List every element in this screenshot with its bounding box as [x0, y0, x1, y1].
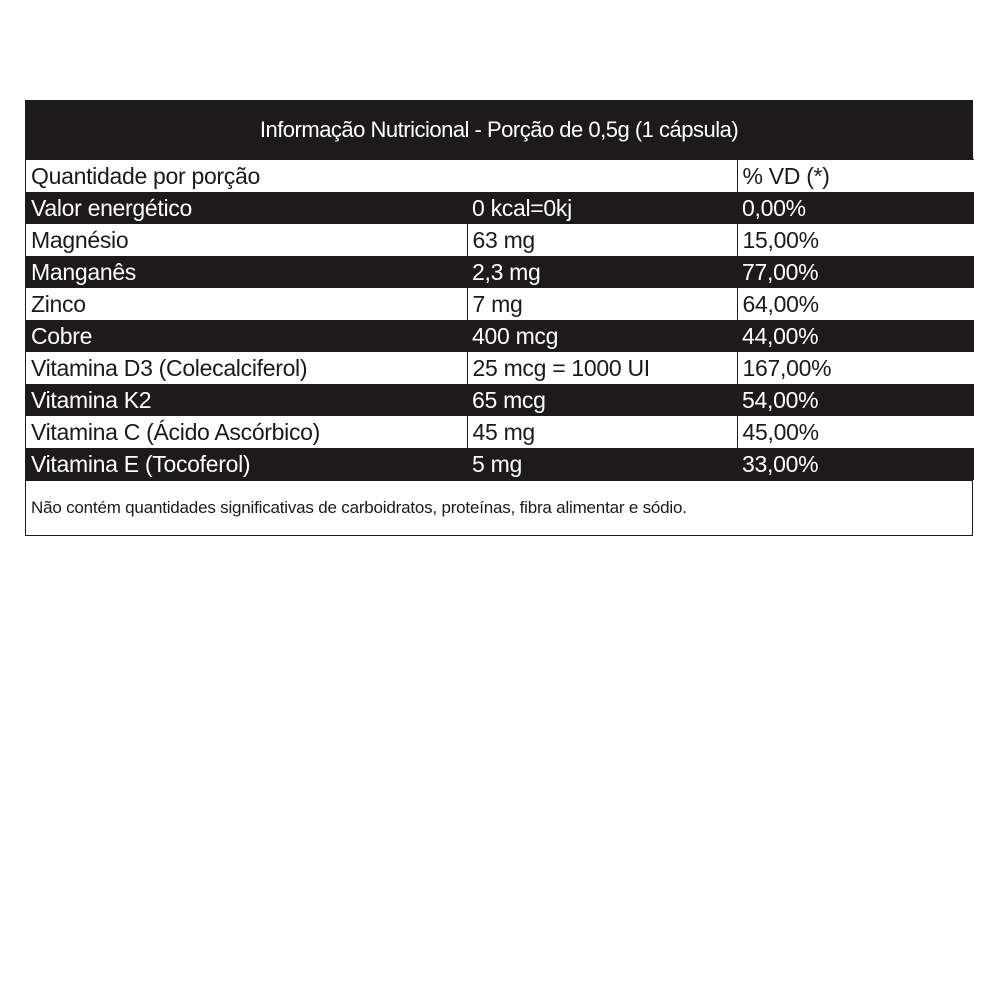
nutrient-amount: 400 mcg: [467, 320, 737, 352]
nutrient-name: Manganês: [26, 256, 467, 288]
table-row: [26, 224, 974, 256]
nutrient-name: Vitamina D3 (Colecalciferol): [26, 352, 467, 384]
nutrient-name: Vitamina K2: [26, 384, 467, 416]
footnote: Não contém quantidades significativas de carboidratos, proteínas, fibra alimentar e sódio.: [26, 480, 972, 535]
panel-title: Informação Nutricional - Porção de 0,5g (1 cápsula): [26, 101, 972, 159]
nutrient-amount: 0 kcal=0kj: [467, 192, 737, 224]
nutrient-vd: 44,00%: [737, 320, 974, 352]
nutrient-vd: 77,00%: [737, 256, 974, 288]
table-row: [26, 352, 974, 384]
nutrient-amount: 65 mcg: [467, 384, 737, 416]
nutrient-vd: 45,00%: [737, 416, 974, 448]
nutrient-name: Vitamina E (Tocoferol): [26, 448, 467, 480]
daily-value-header: % VD (*): [737, 160, 974, 193]
nutrient-amount: 2,3 mg: [467, 256, 737, 288]
table-row: [26, 256, 974, 288]
nutrient-name: Vitamina C (Ácido Ascórbico): [26, 416, 467, 448]
table-row: [26, 320, 974, 352]
nutrient-vd: 54,00%: [737, 384, 974, 416]
nutrient-name: Valor energético: [26, 192, 467, 224]
nutrient-amount: 63 mg: [467, 224, 737, 256]
nutrient-amount: 45 mg: [467, 416, 737, 448]
nutrient-vd: 64,00%: [737, 288, 974, 320]
nutrient-vd: 167,00%: [737, 352, 974, 384]
nutrient-name: Magnésio: [26, 224, 467, 256]
table-row: [26, 288, 974, 320]
nutrient-name: Cobre: [26, 320, 467, 352]
nutrient-amount: 5 mg: [467, 448, 737, 480]
table-row: [26, 384, 974, 416]
table-header-row: [26, 160, 974, 193]
nutrient-vd: 15,00%: [737, 224, 974, 256]
table-row: [26, 448, 974, 480]
nutrient-vd: 33,00%: [737, 448, 974, 480]
table-row: [26, 192, 974, 224]
nutrition-facts-panel: [25, 100, 973, 536]
nutrient-table: [26, 159, 974, 480]
nutrient-name: Zinco: [26, 288, 467, 320]
table-row: [26, 416, 974, 448]
nutrient-amount: 7 mg: [467, 288, 737, 320]
quantity-per-serving-label: Quantidade por porção: [26, 160, 737, 193]
nutrient-vd: 0,00%: [737, 192, 974, 224]
nutrient-amount: 25 mcg = 1000 UI: [467, 352, 737, 384]
